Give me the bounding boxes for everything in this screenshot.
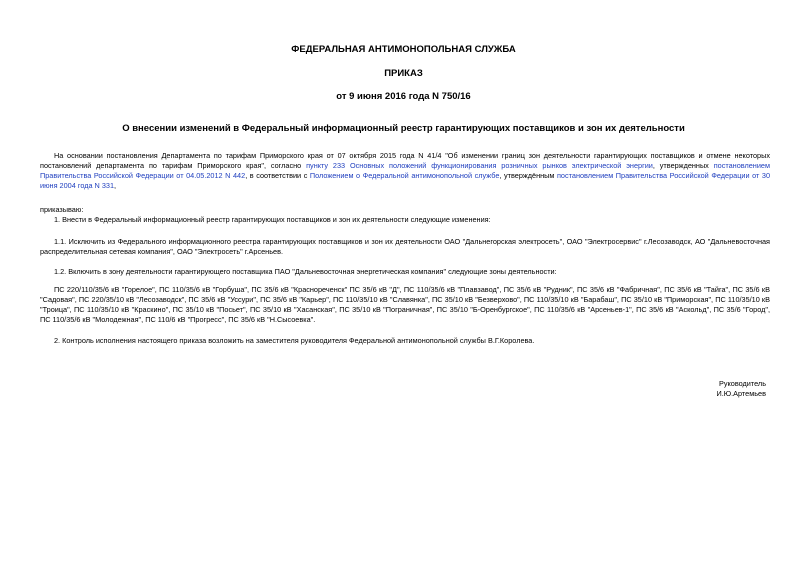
link-item-233[interactable]: пункту 233: [306, 161, 346, 170]
substations-list: ПС 220/110/35/6 кВ "Горелое", ПС 110/35/6 кВ "Горбуша", ПС 35/6 кВ "Краснореченск" ПС 35/6 кВ "Д", ПС 110/35/6 кВ "Плавзавод", ПС 35/6 кВ "Рудник", ПС 35/6 кВ "Фабричная", ПС 35/6 кВ "Тайга", ПС 35/6 кВ "Садовая", ПС 220/35/10 кВ "Лесозаводск", ПС 35/6 кВ "Уссури", ПС 35/6 кВ "Карьер", ПС 110/35/10 кВ "Славянка", ПС 35/10 кВ "Безверхово", ПС 110/35/10 кВ "Барабаш", ПС 35/10 кВ "Приморская", ПС 110/35/10 кВ "Троица", ПС 110/35/10 кВ "Краскино", ПС 35/10 кВ "Посьет", ПС 35/10 кВ "Хасанская", ПС 35/10 кВ "Пограничная", ПС 35/10 "Б-Оренбургское", ПС 110/35/6 кВ "Арсеньев-1", ПС 35/6 кВ "Аскольд", ПС 35/6 "Город", ПС 110/35/6 кВ "Молодежная", ПС 110/6 кВ "Прогресс", ПС 35/6 кВ "Н.Сысоевка".: [40, 285, 770, 324]
signatory-name: И.Ю.Артемьев: [716, 389, 766, 398]
document-type: ПРИКАЗ: [384, 68, 423, 79]
clause-1-2: 1.2. Включить в зону деятельности гарантирующего поставщика ПАО "Дальневосточная энергетическая компания" следующие зоны деятельности:: [54, 267, 557, 276]
organization-title: ФЕДЕРАЛЬНАЯ АНТИМОНОПОЛЬНАЯ СЛУЖБА: [291, 44, 516, 55]
signatory-title: Руководитель: [718, 379, 766, 388]
link-basic-provisions[interactable]: Основных положений функционирования розничных рынков электрической энергии: [349, 161, 653, 170]
clause-1-1: 1.1. Исключить из Федерального информационного реестра гарантирующих поставщиков и зон их деятельности ОАО "Дальнегорская электросеть", ОАО "Электросервис" г.Лесозаводск, АО "Дальневосточная распределительная сетевая компания", ОАО "Электросеть" г.Арсеньев.: [40, 237, 770, 256]
link-resolution-331[interactable]: постановлением Правительства Российской Федерации от 30 июня 2004 года N 331: [40, 171, 771, 190]
clause-1: 1. Внести в Федеральный информационный реестр гарантирующих поставщиков и зон их деятельности следующие изменения:: [54, 215, 491, 224]
preamble-text-d: , в соответствии с: [245, 171, 310, 180]
clause-2: 2. Контроль исполнения настоящего приказа возложить на заместителя руководителя Федеральной антимонопольной службы В.Г.Королева.: [54, 336, 535, 345]
link-fas-regulation[interactable]: Положением о Федеральной антимонопольной службе: [309, 171, 500, 180]
preamble-paragraph: [40, 151, 770, 191]
document-subject: О внесении изменений в Федеральный информационный реестр гарантирующих поставщиков и зон их деятельности: [122, 123, 685, 134]
preamble-text-f: ,: [114, 181, 117, 190]
preamble-text-c: , утвержденных: [652, 161, 714, 170]
link-resolution-442[interactable]: постановлением Правительства Российской Федерации от 04.05.2012 N 442: [40, 161, 770, 180]
preamble-text-a: На основании постановления Департамента по тарифам Приморского края от 07 октября 2015 года N 41/4 "Об изменении границ зон деятельности гарантирующих поставщиков и отмене некоторых постановлений департамента по тарифам Приморского края", согласно: [40, 151, 770, 170]
document-date: от 9 июня 2016 года N 750/16: [336, 91, 471, 102]
preamble-text-e: , утверждённым: [499, 171, 557, 180]
order-word: приказываю:: [40, 205, 84, 214]
